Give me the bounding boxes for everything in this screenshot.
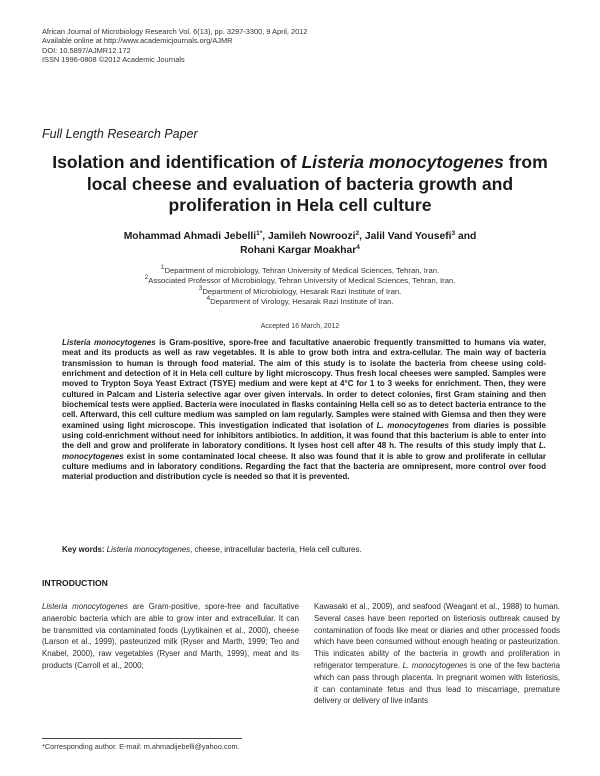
author-sep: and — [455, 231, 477, 242]
author-sep: , — [359, 231, 365, 242]
affiliations — [40, 266, 560, 308]
footnote-rule — [42, 738, 242, 739]
author-list — [40, 230, 560, 258]
abstract — [62, 338, 546, 483]
abstract-text: exist in some contaminated local cheese. It also was found that it is able to grow and proliferate in cellular culture mediums and in laboratory conditions. Regarding the fact that the bacteria are omnipresent, more control over food material production and distribution cycle is needed so that it is prevented. — [62, 451, 546, 482]
online-availability[interactable]: Available online at http://www.academicjournals.org/AJMR — [42, 36, 233, 46]
affiliation — [40, 276, 560, 286]
affiliation-text: Department of microbiology, Tehran University of Medical Sciences, Tehran, Iran. — [164, 266, 440, 275]
affiliation-sup: 1 — [160, 264, 165, 271]
intro-species: Listeria monocytogenes — [42, 602, 128, 611]
affiliation-sup: 3 — [198, 284, 203, 292]
paper-type: Full Length Research Paper — [42, 127, 198, 141]
author-name: Jamileh Nowroozi — [267, 231, 356, 242]
intro-text: is one of the few bacteria which can pass through placenta. In pregnant women with listeriosis, it can contaminate fetus and thus lead to miscarriage, premature delivery or delivery of live infants — [314, 660, 561, 706]
author-sep: , — [262, 231, 268, 242]
abstract-text: from diaries is possible using cold-enrichment without need for inhibitors antibiotics. In addition, it was found that this bacterium is able to enter into the dell and grow and proliferate in laboratory conditions. It lyses host cell after 48 h. The results of this study imply that — [62, 420, 547, 451]
affiliation — [40, 284, 560, 297]
title-species: Listeria monocytogenes — [301, 152, 504, 172]
author-sup: 1* — [256, 230, 263, 237]
author-name: Rohani Kargar Moakhar — [240, 245, 357, 256]
journal-header — [42, 27, 307, 64]
abstract-species: L. monocytogenes — [376, 420, 449, 430]
author-sup: 4 — [356, 244, 360, 251]
author-sup: 2 — [355, 230, 360, 237]
section-heading-introduction: INTRODUCTION — [42, 578, 108, 588]
intro-text: are Gram-positive, spore-free and facultative anaerobic bacteria which are able to grow inter and extracellular. It can be transmitted via contaminated foods (Lyytikainen et al., 2000), cheese (Larson et al., 1999), pasteurized milk (Ryser and Marth, 1999; Teo and Knabel, 2000), raw vegetables (Ryser and Marth, 1999), meat and its products (Carroll et al., 2000; — [42, 602, 300, 670]
keywords — [62, 545, 546, 554]
affiliation-text: Department of Microbiology, Hesarak Razi Institute of Iran. — [202, 286, 402, 296]
keywords-label: Key words: — [62, 545, 105, 554]
affiliation — [40, 266, 560, 276]
affiliation-sup: 4 — [206, 295, 211, 303]
accepted-date: Accepted 16 March, 2012 — [260, 323, 340, 330]
abstract-species: Listeria monocytogenes — [62, 338, 156, 347]
affiliation-text: Department of Virology, Hesarak Razi Institute of Iran. — [210, 297, 394, 307]
title-part-2: from local cheese and evaluation of bacteria growth and proliferation in Hela cell culture — [86, 152, 548, 215]
abstract-species: L. monocytogenes — [62, 441, 546, 461]
corresponding-author-footnote: *Corresponding author. E-mail: m.ahmadijebelli@yahoo.com. — [42, 742, 240, 751]
affiliation — [40, 297, 560, 307]
title-part-1: Isolation and identification of — [52, 152, 302, 172]
intro-species: L. monocytogenes — [402, 660, 468, 670]
affiliation-sup: 2 — [144, 274, 149, 282]
author-name: Mohammad Ahmadi Jebelli — [123, 231, 257, 242]
intro-right-column — [314, 601, 560, 707]
author-name: Jalil Vand Yousefi — [364, 231, 452, 242]
author-sup: 3 — [451, 230, 456, 237]
keywords-rest: , cheese, intracellular bacteria, Hela cell cultures. — [190, 545, 362, 554]
keywords-species: Listeria monocytogenes — [106, 545, 191, 554]
affiliation-text: Associated Professor of Microbiology, Tehran University of Medical Sciences, Tehran, Iran. — [148, 276, 456, 286]
journal-citation: African Journal of Microbiology Research Vol. 6(13), pp. 3297-3300, 9 April, 2012 — [42, 27, 308, 36]
intro-left-column — [42, 601, 299, 672]
intro-text: Kawasaki et al., 2009), and seafood (Weagant et al., 1988) to human. Several cases have been reported on listeriosis outbreak caused by contamination of foods like meat or diaries and other processed foods which have been consumed without enough heating or pasteurization. This indicates ability of the bacteria in growth and proliferation in refrigerator temperature. — [314, 602, 560, 670]
abstract-text: is Gram-positive, spore-free and facultative anaerobic frequently transmitted to humans via water, meat and its products as well as raw vegetables. It is able to grow both intra and extra-cellular. The main way of bacteria transmission to human is through food material. The aim of this study is to isolate the bacteria from cheese using cold-enrichment and detection of it in Hela cell culture by light microscopy. Thus fresh local cheeses were sampled. Samples were moved to Trypton Soya Yeast Extract (TSYE) medium and were kept at 4°C for 1 to 3 weeks for enrichment. Then, they were cultured in Palcam and Listeria selective agar over given intervals. In order to detect colonies, first Gram staining and then biochemical tests were applied. Bacteria were inoculated in flasks containing Hella cell so as to detect bacteria entrance to the cell. Afterward, this cell culture medium was sampled on lam regularly. Samples were stained with Giemsa and then they were examined using light microscope. This investigation indicated that isolation of — [62, 338, 546, 430]
doi: DOI: 10.5897/AJMR12.172 — [42, 45, 131, 55]
paper-title — [40, 152, 560, 217]
issn: ISSN 1996-0808 ©2012 Academic Journals — [42, 54, 185, 64]
